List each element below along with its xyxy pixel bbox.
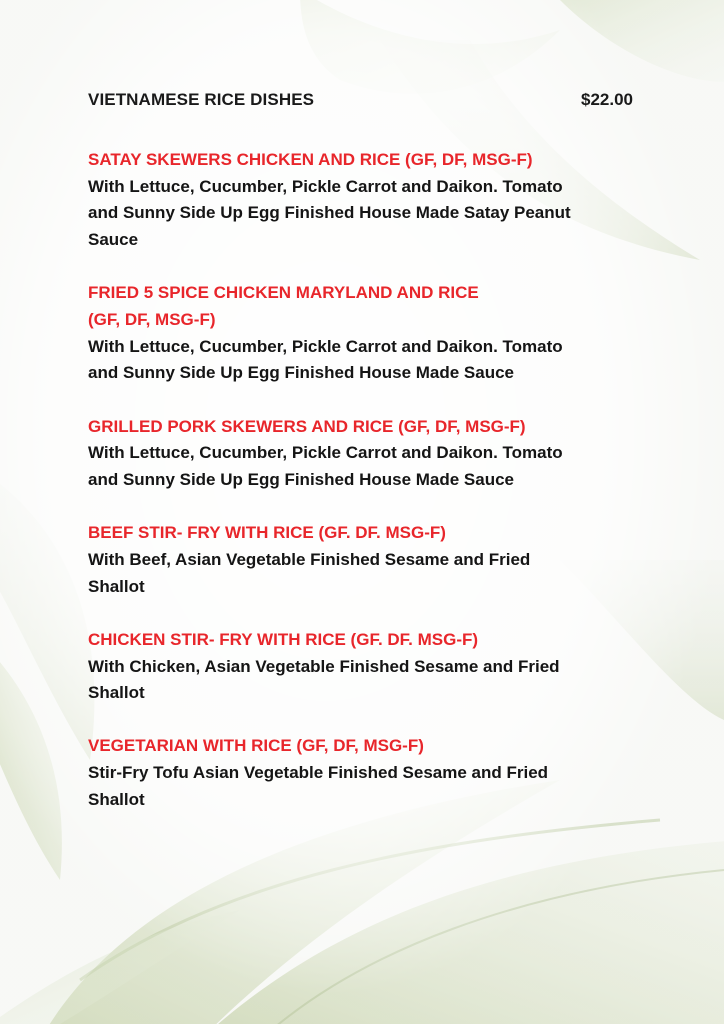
dish-description: With Beef, Asian Vegetable Finished Sesame and Fried Shallot [88, 549, 531, 596]
dish-description: Stir-Fry Tofu Asian Vegetable Finished Sesame and Fried Shallot [88, 763, 549, 809]
dish-name: GRILLED PORK SKEWERS AND RICE (GF, DF, MSG-F) [88, 416, 526, 436]
section-title: VIETNAMESE RICE DISHES [88, 90, 315, 109]
dish-list [88, 147, 633, 814]
dish-name: FRIED 5 SPICE CHICKEN MARYLAND AND RICE (GF, DF, MSG-F) [88, 283, 479, 330]
dish-item [88, 280, 633, 387]
dish-description: With Lettuce, Cucumber, Pickle Carrot and Daikon. Tomato and Sunny Side Up Egg Finished House Made Sauce [88, 443, 563, 490]
section-header [88, 90, 633, 117]
section-price: $22.00 [581, 90, 633, 109]
dish-name: CHICKEN STIR- FRY WITH RICE (GF. DF. MSG-F) [88, 629, 479, 649]
dish-name: SATAY SKEWERS CHICKEN AND RICE (GF, DF, MSG-F) [88, 150, 533, 169]
dish-item [88, 520, 633, 600]
menu-content [88, 90, 633, 840]
dish-name: BEEF STIR- FRY WITH RICE (GF. DF. MSG-F) [88, 523, 446, 543]
dish-item [88, 733, 633, 813]
dish-description: With Lettuce, Cucumber, Pickle Carrot and Daikon. Tomato and Sunny Side Up Egg Finished House Made Satay Peanut Sauce [88, 176, 571, 250]
dish-item [88, 414, 633, 494]
dish-description: With Lettuce, Cucumber, Pickle Carrot and Daikon. Tomato and Sunny Side Up Egg Finished House Made Sauce [88, 336, 563, 383]
dish-description: With Chicken, Asian Vegetable Finished Sesame and Fried Shallot [88, 656, 560, 703]
dish-item [88, 147, 633, 254]
dish-name: VEGETARIAN WITH RICE (GF, DF, MSG-F) [88, 736, 424, 756]
dish-item [88, 627, 633, 707]
